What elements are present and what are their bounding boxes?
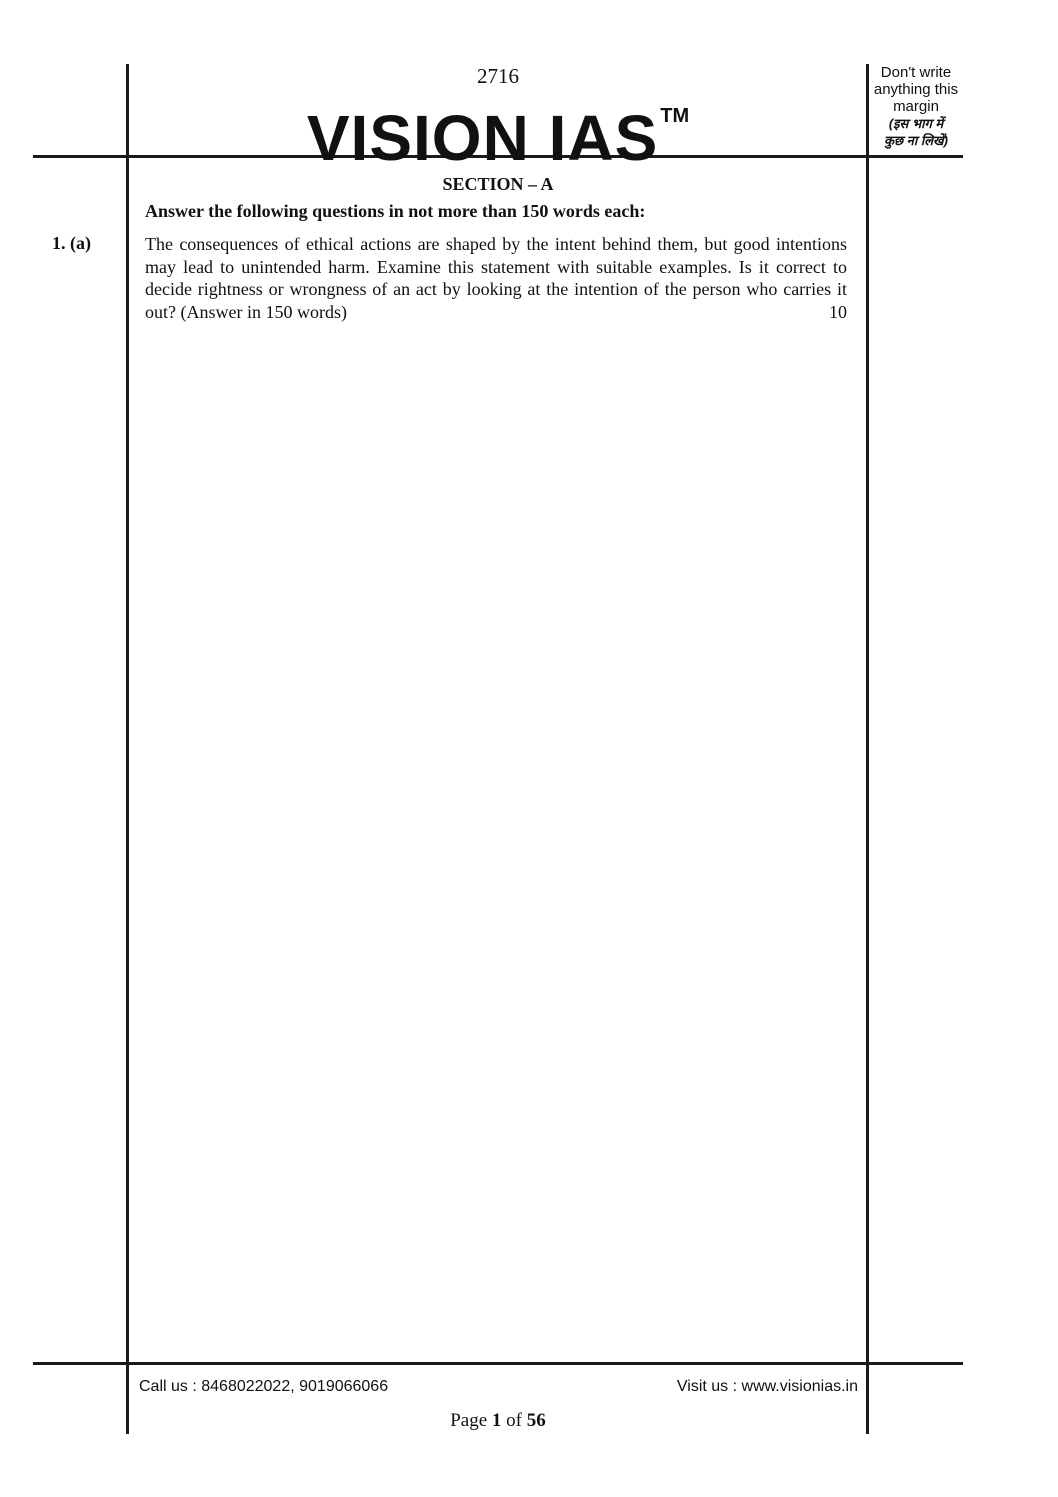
- page-current: 1: [491, 1410, 502, 1431]
- footer-website: Visit us : www.visionias.in: [676, 1378, 858, 1395]
- margin-note: [868, 64, 964, 149]
- question-body: [145, 233, 847, 323]
- answer-area[interactable]: [129, 330, 866, 1360]
- brand-name: VISION IAS: [306, 102, 659, 174]
- page-prefix: Page: [450, 1410, 488, 1431]
- margin-note-line: margin: [893, 98, 939, 115]
- question-marks: 10: [829, 301, 847, 322]
- brand-logo: [128, 78, 868, 176]
- question-number: 1. (a): [52, 233, 91, 253]
- page-of: of: [506, 1410, 522, 1431]
- trademark-mark: TM: [660, 105, 690, 127]
- footer-rule: [33, 1362, 963, 1365]
- question-text: The consequences of ethical actions are shaped by the intent behind them, but good intentions may lead to unintended harm. Examine this statement with suitable examples. Is it correct to decide rightness or wrongness of an act by looking at the intention of the person who carries it out? (Answer in 150 words): [145, 234, 847, 322]
- margin-note-hindi-line: (इस भाग में: [888, 116, 944, 131]
- section-instructions: Answer the following questions in not more than 150 words each:: [145, 201, 646, 221]
- margin-note-line: anything this: [873, 81, 959, 98]
- section-title: SECTION – A: [442, 174, 554, 194]
- page-total: 56: [526, 1410, 546, 1431]
- paper-code: 2716: [477, 64, 519, 88]
- footer-phone: Call us : 8468022022, 9019066066: [139, 1378, 389, 1395]
- margin-note-line: Don't write: [880, 64, 952, 81]
- right-margin-rule: [866, 64, 869, 1434]
- margin-note-hindi-line: कुछ ना लिखें): [883, 133, 949, 148]
- page-number: [128, 1410, 868, 1432]
